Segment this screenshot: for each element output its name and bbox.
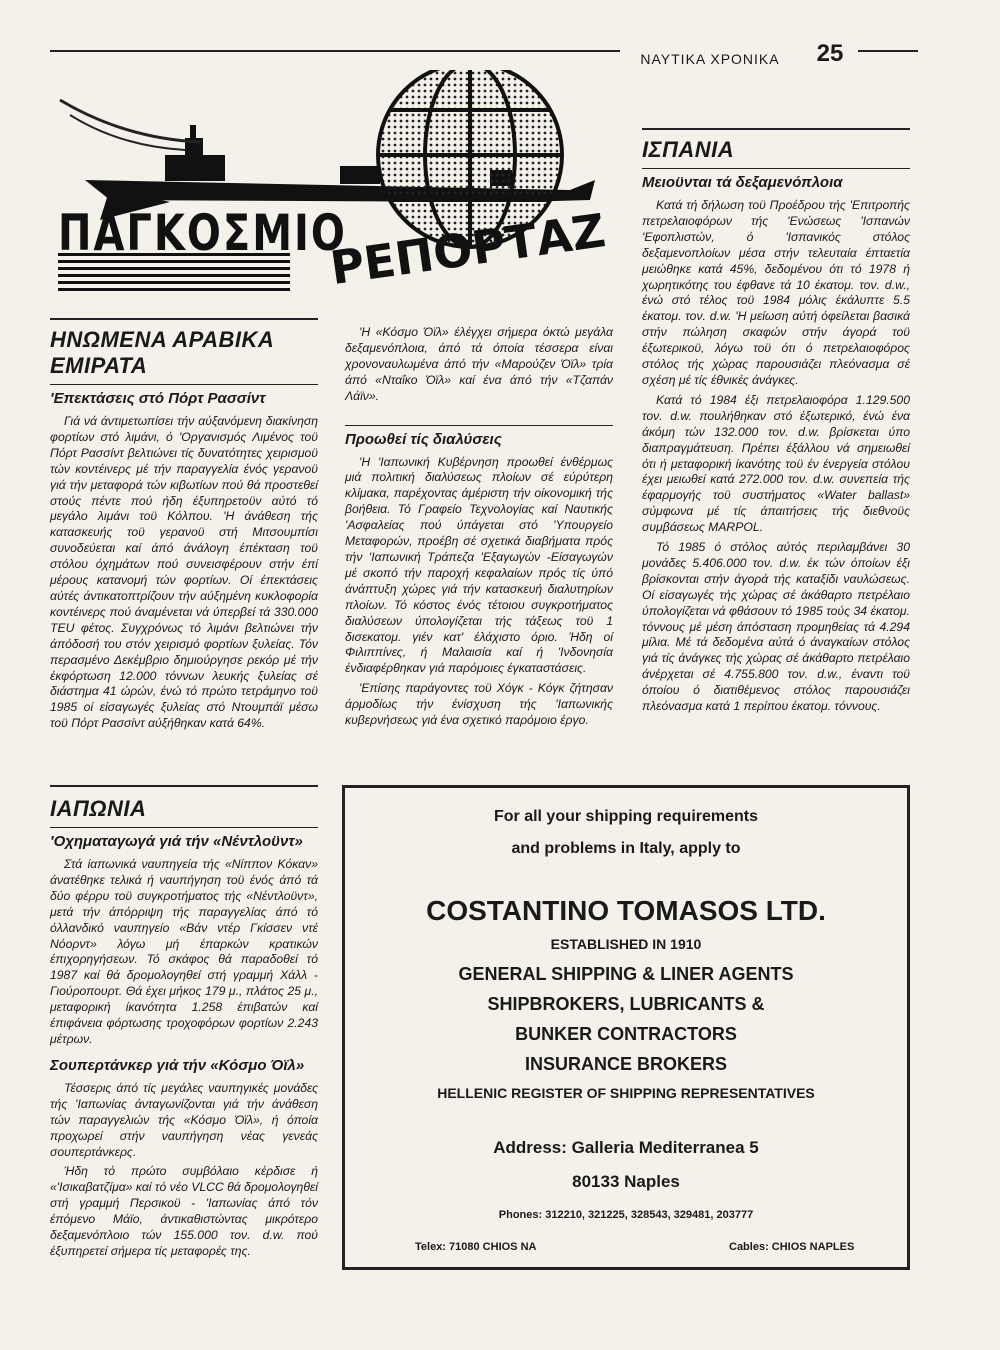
- japan-body4: 'Η «Κόσμο Όϊλ» έλέγχει σήμερα όκτώ μεγάλα δεξαμενόπλοια, άπό τά όποία τέσσερα είναι χρονοναυλωμένα άπό τήν «Μαρούζεν Όϊλ» τρία άπό «Νταΐκο Όϊλ» καί ένα άπό τήν «Τζαπάν Λάϊν».: [345, 325, 613, 403]
- ad-company: COSTANTINO TOMASOS LTD.: [426, 895, 826, 926]
- japan-continued: [345, 325, 613, 729]
- japan-title: ΙΑΠΩΝΙΑ: [50, 796, 147, 821]
- ad-line2: and problems in Italy, apply to: [511, 840, 741, 857]
- japan-body3: Ήδη τό πρώτο συμβόλαιο κέρδισε ή «'Ισικαβατζίμα» καί τό νέο VLCC θά δρομολογηθεί στή γραμμή Περσικοϋ - 'Ιαπωνίας άπό τόν έπόμενο Μάϊο, άντικαθιστώντας μικρότερο δεξαμενόπλοιο τών 155.000 τον. d.w. πού έξυπηρετεί σήμερα τίς μεταφορές της.: [50, 1164, 318, 1258]
- ad-address2: 80133 Naples: [572, 1172, 680, 1191]
- ad-phones: Phones: 312210, 321225, 328543, 329481, 203777: [498, 1209, 754, 1221]
- japan-body6: 'Επίσης παράγοντες τοϋ Χόγκ - Κόγκ ζήτησαν άρμοδίως τήν ένίσχυση τής 'Ιαπωνικής κυβερνήσεως γιά ένα σχετικό παρόμοιο έργο.: [345, 681, 613, 728]
- ad-service3: BUNKER CONTRACTORS: [515, 1024, 737, 1044]
- ad-cables: Cables: CHIOS NAPLES: [729, 1241, 855, 1253]
- ad-established: ESTABLISHED IN 1910: [550, 936, 702, 952]
- spain-top-rule: [642, 128, 910, 130]
- running-head: ΝΑΥΤΙΚΑ ΧΡΟΝΙΚΑ: [640, 51, 780, 67]
- ad-register: HELLENIC REGISTER OF SHIPPING REPRESENTATIVES: [437, 1085, 815, 1101]
- masthead-illustration: [50, 70, 630, 320]
- ad-address1: Address: Galleria Mediterranea 5: [493, 1138, 759, 1157]
- japan-title-rule: [50, 827, 318, 828]
- uae-top-rule: [50, 318, 318, 320]
- masthead: [50, 70, 630, 320]
- header-rule-left: [50, 50, 620, 52]
- uae-title-line1: ΗΝΩΜΕΝΑ ΑΡΑΒΙΚΑ: [50, 327, 275, 352]
- spain-body3: Τό 1985 ό στόλος αύτός περιλαμβάνει 30 μονάδες 5.406.000 τον. d.w. έκ τών όποίων έξι βρίσκονται στήν άγορά τής καταξίδι ναυλώσεως. Οί είσαγωγές τής χώρας σέ άκάθαρτο πετρέλαιο ύπολογίζεται νά φθάσουν τό 1985 τούς 34 έκατομ. τόννους μέ μέση άπόσταση προμηθείας τά 4.294 μίλια. Μέ τά δεδομένα αύτά ό άναγκαίων στόλος γιά τίς άνάγκες τής χώρας σέ άκάθαρτο πετρέλαιο άνέρχεται σέ 4.755.800 τον. d.w., έναντι τοϋ όποίου ό διατιθέμενος στόλος παρουσιάζει πλεόνασμα κατά 1 περίπου έκατομ. τόννους.: [642, 540, 910, 714]
- japan-top-rule: [50, 785, 318, 787]
- header-rule-right: [858, 50, 918, 52]
- uae-title-line2: ΕΜΙΡΑΤΑ: [50, 353, 148, 378]
- japan-body2: Τέσσερις άπό τίς μεγάλες ναυπηγικές μονάδες τής 'Ιαπωνίας άνταγωνίζονται γιά τήν άνάθεση τών παραγγελιών τής «Κόσμο Όϊλ», ή όποία προχωρεί στήν ναυπήγηση νέας γενεάς σουπερτάνκερς.: [50, 1080, 318, 1159]
- japan-article: [50, 785, 318, 1260]
- japan-sub3: Προωθεί τίς διαλύσεις: [345, 430, 502, 448]
- spain-article: [642, 128, 910, 715]
- spain-body2: Κατά τό 1984 έξι πετρελαιοφόρα 1.129.500 τον. d.w. πουλήθηκαν στό έξωτερικό, ένώ ένα άκόμη τών 132.000 τον. d.w. βρίσκεται ύπο διαπραγμάτευση. Πρέπει έξάλλου νά σημειωθεί ότι ή μεταφορική ίκανότης τοϋ έν ένεργεία στόλου έχει μειωθεί κατά 272.000 τον. d.w. συνεπεία τής έφαρμογής τοϋ συστήματος «Water ballast» σύμφωνα μέ τίς άπαιτήσεις τής διεθνοϋς συμβάσεως MARPOL.: [642, 392, 910, 535]
- ad-telex: Telex: 71080 CHIOS NA: [415, 1241, 537, 1253]
- japan-body1: Στά ίαπωνικά ναυπηγεία τής «Νίππον Κόκαν» άνατέθηκε τελικά ή ναυπήγηση τοϋ ένός άπό τά δύο φέρρυ τοϋ συγκροτήματος τής «Νέντλοϋντ», μετά τήν άπόρριψη τής παραγγελίας άπό τό όλλανδικό ναυπηγείο «Βάν ντέρ Γκίσσεν ντέ Νόορντ» λόγω μή έπαρκών κρατικών έπιχορηγήσεων. Τό σκάφος θά παραδοθεί τό 1987 καί θά δρομολογηθεί στή γραμμή Χάλλ - Γιούροπουρτ. Θά έχει μήκος 179 μ., πλάτος 25 μ., μεταφορική ίκανότητα 1.258 έπιβατών καί έπιφάνεια φόρτωσης τροχοφόρων φορτίων 2.243 μέτρων.: [50, 857, 318, 1046]
- spain-subtitle: Μειοϋνται τά δεξαμενόπλοια: [642, 174, 843, 191]
- advertisement: [342, 785, 910, 1270]
- masthead-title-right: ΡΕΠΟΡΤΑΖ: [326, 203, 609, 296]
- ad-line1: For all your shipping requirements: [493, 808, 759, 825]
- spain-title: ΙΣΠΑΝΙΑ: [642, 137, 735, 162]
- japan-sub1: 'Οχηματαγωγά γιά τήν «Νέντλοϋντ»: [50, 833, 303, 850]
- masthead-title-left: ΠΑΓΚΟΣΜΙΟ: [58, 205, 347, 263]
- uae-body: Γιά νά άντιμετωπίσει τήν αύξανόμενη διακίνηση φορτίων στό λιμάνι, ό 'Οργανισμός Λιμένος τοϋ Πόρτ Ρασσίντ βελτιώνει τίς δυνατότητες χειρισμοϋ τών κοντέινερς μέ τήν παραγγελία ένός γερανοϋ γιά τήν μεταφορά τών κιβωτίων πού θά προστεθεί στούς πέντε πού ήδη έξυπηρετοϋν αύτό τό μεγάλο λιμάνι τοϋ Κόλπου. 'Η άνάθεση τής κατασκευής τοϋ γερανοϋ στή Μιτσουμπίσι συνοδεύεται καί άπό άνάλογη έπέκταση τοϋ στόλου όχημάτων πού συνεισφέρουν στήν έπί μέρους κατανομή τών φορτίων. Οί έπεκτάσεις αύτές άντικατοπτρίζουν τήν αύξημένη κυκλοφορία κοντέινερς πού άναμένεται νά ύπερβεί τά 330.000 TEU φέτος. Συγχρόνως τό λιμάνι βελτιώνει τήν άπόδοσή του στόν χειρισμό φορτίων ξυλείας. Τόν περασμένο Δεκέμβριο δημιούργησε ρεκόρ μέ τήν έκφόρτωση 12.000 τόννων λευκής ξυλείας σέ διάστημα 41 ώρών, ένώ τό πρώτο τετράμηνο τοϋ 1985 οί είσαγωγές ξυλείας στό Ντουμπάϊ μέσω τοϋ Πόρτ Ρασσίντ αύξήθηκαν κατά 64%.: [50, 414, 318, 731]
- uae-article: [50, 318, 318, 732]
- uae-title-rule: [50, 384, 318, 385]
- ad-service4: INSURANCE BROKERS: [524, 1054, 728, 1074]
- ad-service2: SHIPBROKERS, LUBRICANTS &: [487, 994, 765, 1014]
- japan-sub3-rule: [345, 425, 613, 426]
- page-number: 25: [816, 40, 844, 67]
- ad-service1: GENERAL SHIPPING & LINER AGENTS: [458, 964, 794, 984]
- spain-body1: Κατά τή δήλωση τοϋ Προέδρου τής 'Επιτροπής πετρελαιοφόρων τής 'Ενώσεως 'Ισπανών 'Εφοπλιστών, ό 'Ισπανικός στόλος δεξαμενοπλοίων μέσα στήν τελευταία έπταετία μειώθηκε κατά 45%, δεδομένου ότι τό 1978 ή χωρητικότης του έφθανε τά 10 έκατομ. τον. d.w., ένώ στό τέλος τοϋ 1984 μόλις έκάλυπτε 5.5 έκατομ. τον. d.w. 'Η μείωση αύτή όφείλεται βασικά στήν πώληση σκαφών στήν άγορά τοϋ έξωτερικοϋ, λόγω τοϋ ότι ό πετρελαιοφόρος στόλος τής χώρας παρουσιάζει πλεόνασμα σέ σχέση μέ τίς έθνικές άνάγκες.: [642, 198, 910, 387]
- spain-title-rule: [642, 168, 910, 169]
- japan-body5: 'Η 'Ιαπωνική Κυβέρνηση προωθεί ένθέρμως μιά πολιτική διαλύσεως πλοίων σέ εύρύτερη κλίμακα, παρέχοντας άμέριστη τήν οίκονομική τής βοήθεια. Τό Γραφείο Τεχνολογίας καί Ναυτικής 'Ασφαλείας πού ύπάγεται στό 'Υπουργείο Μεταφορών, προέβη σέ σχετικά διαβήματα πρός τήν 'Ιαπωνική Τράπεζα 'Εξαγωγών -Είσαγωγών μέ σκοπό τήν παροχή κεφαλαίων πρός τίς ύπό άνάπτυξη χώρες γιά τήν κατασκευή διαλυτηρίων πλοίων. Τό κόστος ένός τέτοιου συγκροτήματος διαλύσεων ύπολογίζεται τής τάξεως τοϋ 1 δισεκατομ. γιέν κατ' έλάχιστο όριο. Ήδη οί Φιλιππίνες, ή Μαλαισία καί ή 'Ινδονησία ένδιαφέρθηκαν γιά παρόμοιες έγκαταστάσεις.: [345, 454, 613, 676]
- uae-subtitle: 'Επεκτάσεις στό Πόρτ Ρασσίντ: [50, 390, 266, 407]
- japan-sub2: Σουπερτάνκερ γιά τήν «Κόσμο Όϊλ»: [50, 1056, 305, 1074]
